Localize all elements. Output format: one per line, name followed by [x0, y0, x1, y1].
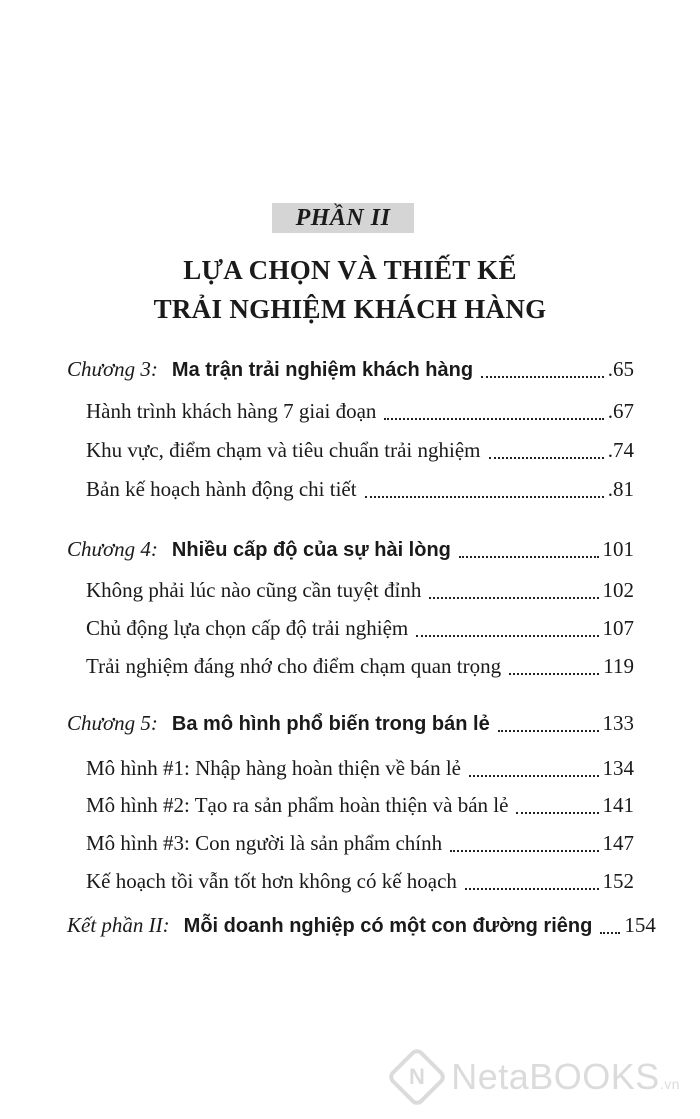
- watermark-brand: NetaBOOKS: [451, 1056, 660, 1097]
- chapter-title: Nhiều cấp độ của sự hài lòng: [171, 539, 451, 561]
- watermark: [395, 1055, 680, 1099]
- toc-chapter-4[interactable]: [67, 535, 634, 563]
- toc-section[interactable]: [86, 614, 634, 642]
- dot-leader: [459, 556, 599, 558]
- section-title: Kế hoạch tồi vẫn tốt hơn không có kế hoạch: [86, 869, 457, 893]
- toc-section[interactable]: [86, 475, 634, 503]
- page-number: 133: [602, 711, 634, 735]
- page-number: .67: [607, 399, 634, 423]
- section-title: Chủ động lựa chọn cấp độ trải nghiệm: [86, 616, 409, 640]
- page-number: 107: [602, 616, 634, 640]
- page-number: 154: [624, 913, 656, 937]
- section-title: Hành trình khách hàng 7 giai đoạn: [86, 399, 377, 423]
- toc-conclusion[interactable]: [67, 911, 656, 939]
- chapter-title: Mỗi doanh nghiệp có một con đường riêng: [183, 915, 593, 937]
- toc-chapter-3[interactable]: [67, 355, 634, 383]
- toc-section[interactable]: [86, 576, 634, 604]
- part-label: PHẦN II: [272, 203, 414, 233]
- dot-leader: [469, 775, 598, 777]
- dot-leader: [489, 457, 604, 459]
- section-title: Mô hình #2: Tạo ra sản phẩm hoàn thiện và bán lẻ: [86, 793, 509, 817]
- toc-section[interactable]: [86, 754, 634, 782]
- logo-letter: N: [409, 1063, 426, 1089]
- toc-section[interactable]: [86, 397, 634, 425]
- dot-leader: [416, 635, 598, 637]
- toc-section[interactable]: [86, 436, 634, 464]
- chapter-label: Chương 3:: [67, 357, 158, 381]
- section-title: Trải nghiệm đáng nhớ cho điểm chạm quan trọng: [86, 654, 502, 678]
- page-number: .74: [607, 438, 634, 462]
- section-title: Bản kế hoạch hành động chi tiết: [86, 477, 357, 501]
- dot-leader: [498, 730, 599, 732]
- dot-leader: [600, 932, 620, 934]
- toc-section[interactable]: [86, 829, 634, 857]
- dot-leader: [384, 418, 603, 420]
- chapter-title: Ba mô hình phổ biến trong bán lẻ: [171, 713, 490, 735]
- dot-leader: [516, 812, 598, 814]
- watermark-suffix: .vn: [659, 1076, 680, 1092]
- page-number: 101: [602, 537, 634, 561]
- part-title-line-1: LỰA CHỌN VÀ THIẾT KẾ: [183, 255, 517, 285]
- dot-leader: [481, 376, 604, 378]
- dot-leader: [509, 673, 599, 675]
- dot-leader: [450, 850, 598, 852]
- toc-section[interactable]: [86, 867, 634, 895]
- section-title: Mô hình #1: Nhập hàng hoàn thiện về bán lẻ: [86, 756, 462, 780]
- part-title-line-2: TRẢI NGHIỆM KHÁCH HÀNG: [153, 294, 547, 324]
- page-number: 134: [602, 756, 634, 780]
- page-number: 102: [602, 578, 634, 602]
- page-number: 147: [602, 831, 634, 855]
- section-title: Không phải lúc nào cũng cần tuyệt đỉnh: [86, 578, 422, 602]
- chapter-label: Chương 5:: [67, 711, 158, 735]
- page-number: 152: [602, 869, 634, 893]
- page-number: .81: [607, 477, 634, 501]
- chapter-title: Ma trận trải nghiệm khách hàng: [171, 359, 474, 381]
- chapter-label: Kết phần II:: [67, 913, 170, 937]
- dot-leader: [465, 888, 599, 890]
- page-number: 141: [602, 793, 634, 817]
- watermark-text: [451, 1056, 680, 1098]
- dot-leader: [429, 597, 598, 599]
- toc-chapter-5[interactable]: [67, 709, 634, 737]
- section-title: Khu vực, điểm chạm và tiêu chuẩn trải nghiệm: [86, 438, 481, 462]
- toc-section[interactable]: [86, 652, 634, 680]
- netabooks-logo-icon: [386, 1046, 448, 1108]
- section-title: Mô hình #3: Con người là sản phẩm chính: [86, 831, 443, 855]
- dot-leader: [365, 496, 604, 498]
- chapter-label: Chương 4:: [67, 537, 158, 561]
- toc-section[interactable]: [86, 791, 634, 819]
- page-number: .65: [607, 357, 634, 381]
- page-number: 119: [603, 654, 634, 678]
